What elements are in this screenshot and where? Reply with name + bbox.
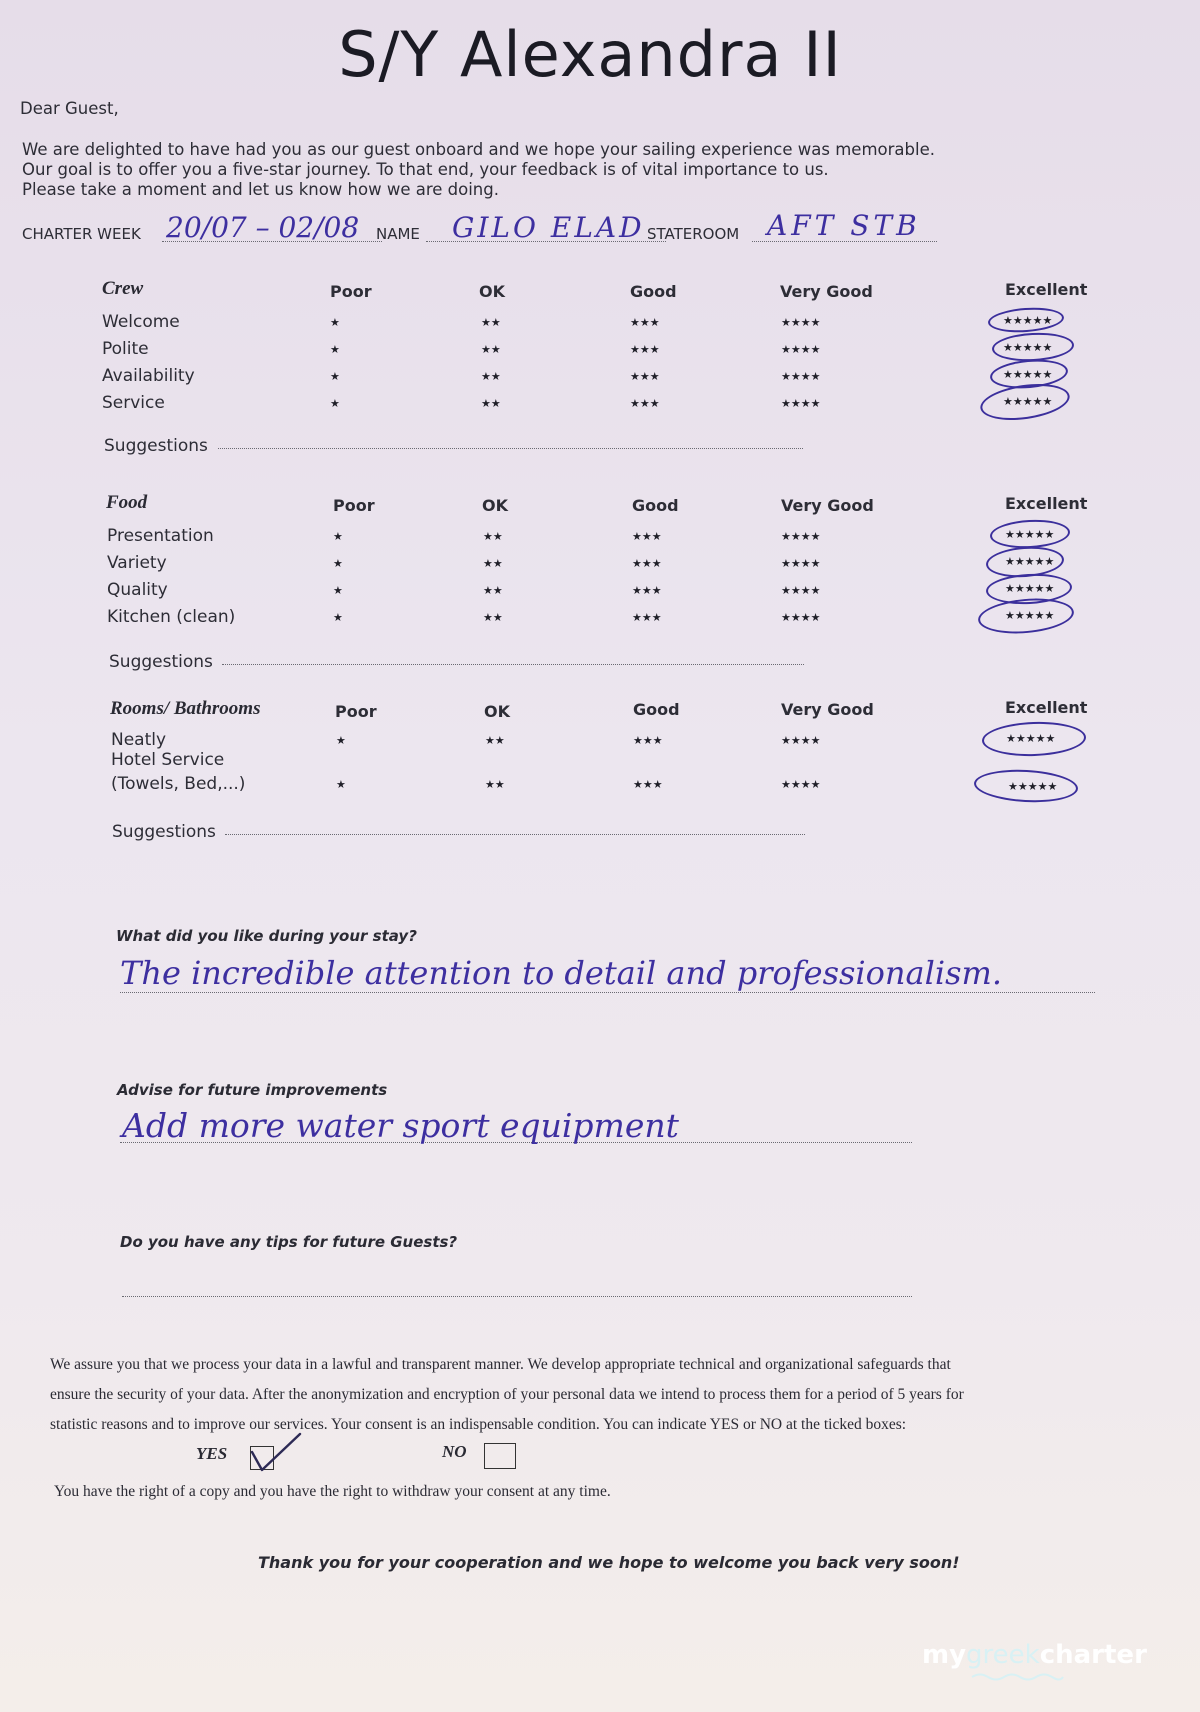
greeting: Dear Guest,	[20, 99, 119, 118]
row-label: Hotel Service	[111, 750, 225, 770]
yes-label: YES	[196, 1444, 228, 1463]
rating-poor[interactable]: ★	[330, 316, 340, 329]
form-title: S/Y Alexandra II	[338, 18, 842, 91]
advise-answer[interactable]: Add more water sport equipment	[122, 1106, 679, 1145]
intro-line: We are delighted to have had you as our guest onboard and we hope your sailing experience was memorable.	[22, 140, 935, 159]
rights-text: You have the right of a copy and you have the right to withdraw your consent at any time.	[54, 1483, 611, 1500]
rating-good[interactable]: ★★★	[630, 370, 660, 383]
rating-ok[interactable]: ★★	[483, 611, 503, 624]
selection-circle	[987, 305, 1064, 334]
tips-question: Do you have any tips for future Guests?	[120, 1233, 458, 1251]
rating-very-good[interactable]: ★★★★	[781, 778, 821, 791]
col-good: Good	[633, 700, 680, 719]
col-very-good: Very Good	[781, 496, 874, 515]
rating-good[interactable]: ★★★	[633, 778, 663, 791]
watermark-part: my	[922, 1640, 967, 1670]
row-label: Presentation	[107, 526, 214, 546]
food-section	[0, 484, 1200, 674]
rating-good[interactable]: ★★★	[630, 343, 660, 356]
tips-answer-line[interactable]	[122, 1296, 912, 1297]
name-label: NAME	[376, 225, 420, 243]
no-label: NO	[442, 1442, 467, 1461]
no-checkbox[interactable]	[484, 1443, 516, 1469]
col-excellent: Excellent	[1005, 698, 1088, 717]
col-excellent: Excellent	[1005, 280, 1088, 299]
section-title: Rooms/ Bathrooms	[110, 698, 261, 719]
rating-excellent[interactable]: ★★★★★	[1008, 780, 1058, 793]
rating-poor[interactable]: ★	[333, 530, 343, 543]
suggestions-label: Suggestions	[104, 436, 208, 456]
rating-very-good[interactable]: ★★★★	[781, 734, 821, 747]
col-very-good: Very Good	[780, 282, 873, 301]
row-label: Variety	[107, 553, 167, 573]
privacy-line: We assure you that we process your data in a lawful and transparent manner. We develop appropriate technical and organizational safeguards that	[50, 1356, 951, 1373]
rating-row	[0, 750, 1200, 800]
rating-very-good[interactable]: ★★★★	[781, 530, 821, 543]
col-ok: OK	[482, 496, 508, 515]
col-ok: OK	[479, 282, 505, 301]
rating-excellent[interactable]: ★★★★★	[1005, 528, 1055, 541]
col-poor: Poor	[335, 702, 377, 721]
rating-excellent[interactable]: ★★★★★	[1003, 314, 1053, 327]
rating-ok[interactable]: ★★	[485, 778, 505, 791]
rating-good[interactable]: ★★★	[632, 611, 662, 624]
privacy-line: statistic reasons and to improve our services. Your consent is an indispensable condition. You can indicate YES or NO at the ticked boxes:	[50, 1416, 907, 1433]
charter-week-label: CHARTER WEEK	[22, 225, 141, 243]
crew-section	[0, 270, 1200, 460]
selection-circle	[989, 518, 1070, 550]
thank-you-text: Thank you for your cooperation and we hope to welcome you back very soon!	[258, 1553, 960, 1572]
rating-ok[interactable]: ★★	[483, 557, 503, 570]
liked-question: What did you like during your stay?	[116, 927, 417, 945]
rooms-section	[0, 690, 1200, 850]
suggestions-label: Suggestions	[109, 652, 213, 672]
intro-line: Our goal is to offer you a five-star journey. To that end, your feedback is of vital importance to us.	[22, 160, 829, 179]
selection-circle	[973, 767, 1079, 804]
rating-poor[interactable]: ★	[330, 370, 340, 383]
section-title: Food	[106, 492, 148, 513]
rating-very-good[interactable]: ★★★★	[781, 611, 821, 624]
rating-good[interactable]: ★★★	[633, 734, 663, 747]
rating-very-good[interactable]: ★★★★	[781, 397, 821, 410]
privacy-line: ensure the security of your data. After the anonymization and encryption of your personal data we intend to process them for a period of 5 years for	[50, 1386, 964, 1403]
rating-excellent[interactable]: ★★★★★	[1006, 732, 1056, 745]
liked-answer-line	[120, 992, 1095, 993]
rating-ok[interactable]: ★★	[481, 370, 501, 383]
row-label-note: (Towels, Bed,...)	[111, 774, 246, 794]
suggestions-label: Suggestions	[112, 822, 216, 842]
rating-excellent[interactable]: ★★★★★	[1003, 395, 1053, 408]
suggestions-field[interactable]	[225, 834, 805, 835]
rating-poor[interactable]: ★	[333, 611, 343, 624]
privacy-notice	[50, 1350, 1160, 1440]
rating-poor[interactable]: ★	[333, 584, 343, 597]
suggestions-field[interactable]	[222, 664, 804, 665]
rating-very-good[interactable]: ★★★★	[781, 316, 821, 329]
charter-week-value[interactable]: 20/07 – 02/08	[166, 211, 360, 244]
intro-text	[22, 140, 935, 200]
row-label: Availability	[102, 366, 195, 386]
rating-ok[interactable]: ★★	[481, 316, 501, 329]
col-very-good: Very Good	[781, 700, 874, 719]
rating-excellent[interactable]: ★★★★★	[1005, 609, 1055, 622]
rating-excellent[interactable]: ★★★★★	[1005, 555, 1055, 568]
rating-excellent[interactable]: ★★★★★	[1003, 368, 1053, 381]
rating-excellent[interactable]: ★★★★★	[1003, 341, 1053, 354]
row-label: Neatly	[111, 730, 167, 750]
row-label: Polite	[102, 339, 149, 359]
row-label: Kitchen (clean)	[107, 607, 236, 627]
section-title: Crew	[102, 278, 144, 299]
rating-good[interactable]: ★★★	[630, 316, 660, 329]
rating-very-good[interactable]: ★★★★	[781, 557, 821, 570]
mygreekcharter-watermark	[922, 1640, 1147, 1670]
rating-poor[interactable]: ★	[336, 734, 346, 747]
col-poor: Poor	[333, 496, 375, 515]
rating-ok[interactable]: ★★	[481, 343, 501, 356]
rating-good[interactable]: ★★★	[632, 530, 662, 543]
col-excellent: Excellent	[1005, 494, 1088, 513]
advise-question: Advise for future improvements	[117, 1081, 388, 1099]
rating-poor[interactable]: ★	[330, 397, 340, 410]
rating-excellent[interactable]: ★★★★★	[1005, 582, 1055, 595]
rating-very-good[interactable]: ★★★★	[781, 370, 821, 383]
intro-line: Please take a moment and let us know how we are doing.	[22, 180, 499, 199]
rating-ok[interactable]: ★★	[485, 734, 505, 747]
col-good: Good	[630, 282, 677, 301]
rating-ok[interactable]: ★★	[481, 397, 501, 410]
col-ok: OK	[484, 702, 510, 721]
watermark-part: greek	[966, 1640, 1040, 1670]
watermark-part: charter	[1039, 1640, 1147, 1670]
wave-icon	[970, 1672, 1065, 1682]
rating-row	[0, 605, 1200, 633]
checkmark-icon	[246, 1430, 306, 1474]
stateroom-label: STATEROOM	[647, 225, 740, 243]
stateroom-value[interactable]: AFT STB	[767, 209, 921, 242]
rating-good[interactable]: ★★★	[632, 557, 662, 570]
rating-poor[interactable]: ★	[333, 557, 343, 570]
row-label: Quality	[107, 580, 168, 600]
rating-very-good[interactable]: ★★★★	[781, 584, 821, 597]
rating-row	[0, 391, 1200, 419]
rating-ok[interactable]: ★★	[483, 584, 503, 597]
rating-good[interactable]: ★★★	[632, 584, 662, 597]
rating-very-good[interactable]: ★★★★	[781, 343, 821, 356]
liked-answer[interactable]: The incredible attention to detail and professionalism.	[120, 954, 1002, 992]
col-good: Good	[632, 496, 679, 515]
charter-info-line	[22, 205, 937, 245]
rating-poor[interactable]: ★	[336, 778, 346, 791]
suggestions-field[interactable]	[218, 448, 803, 449]
rating-good[interactable]: ★★★	[630, 397, 660, 410]
rating-ok[interactable]: ★★	[483, 530, 503, 543]
row-label: Welcome	[102, 312, 180, 332]
rating-poor[interactable]: ★	[330, 343, 340, 356]
col-poor: Poor	[330, 282, 372, 301]
row-label: Service	[102, 393, 165, 413]
name-value[interactable]: GILO ELAD	[452, 211, 645, 244]
